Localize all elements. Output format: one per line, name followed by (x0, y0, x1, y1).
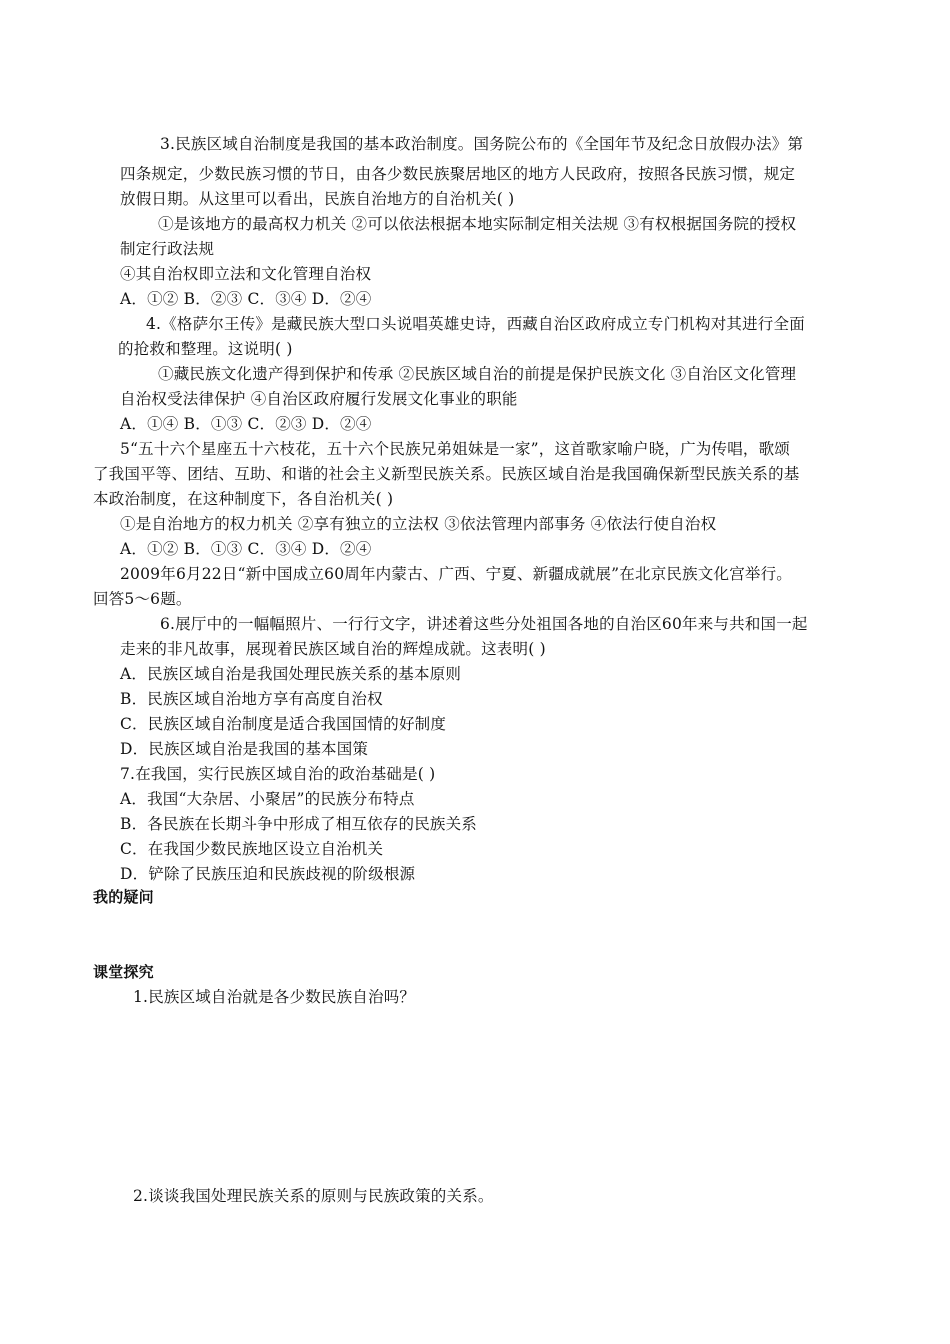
context-line-2: 回答5～6题。 (93, 590, 192, 608)
q3-stem-line-3: 放假日期。从这里可以看出，民族自治地方的自治机关( ) (120, 190, 515, 208)
context-line-1: 2009年6月22日“新中国成立60周年内蒙古、广西、宁夏、新疆成就展”在北京民族文化宫举行。 (120, 565, 793, 583)
q4-items-line-2: 自治权受法律保护 ④自治区政府履行发展文化事业的职能 (120, 390, 518, 408)
q3-options: A．①② B．②③ C．③④ D．②④ (120, 290, 372, 308)
section-heading-explore: 课堂探究 (93, 963, 154, 981)
q6-stem-line-2: 走来的非凡故事，展现着民族区域自治的辉煌成就。这表明( ) (120, 640, 546, 658)
explore-question-2: 2.谈谈我国处理民族关系的原则与民族政策的关系。 (133, 1187, 494, 1205)
q6-option-a: A．民族区域自治是我国处理民族关系的基本原则 (120, 665, 462, 683)
q4-stem-line-1: 4.《格萨尔王传》是藏民族大型口头说唱英雄史诗，西藏自治区政府成立专门机构对其进行全面 (146, 315, 805, 333)
q3-stem-line-1: 3.民族区域自治制度是我国的基本政治制度。国务院公布的《全国年节及纪念日放假办法》第 (160, 135, 804, 153)
q6-stem-line-1: 6.展厅中的一幅幅照片、一行行文字，讲述着这些分处祖国各地的自治区60年来与共和国一起 (160, 615, 808, 633)
q6-option-c: C．民族区域自治制度是适合我国国情的好制度 (120, 715, 447, 733)
q5-options: A．①② B．①③ C．③④ D．②④ (120, 540, 372, 558)
q6-option-d: D．民族区域自治是我国的基本国策 (120, 740, 369, 758)
q6-option-b: B．民族区域自治地方享有高度自治权 (120, 690, 383, 708)
q5-stem-line-3: 本政治制度，在这种制度下，各自治机关( ) (93, 490, 394, 508)
q7-option-c: C．在我国少数民族地区设立自治机关 (120, 840, 384, 858)
q3-item-line-3: ④其自治权即立法和文化管理自治权 (120, 265, 372, 283)
q4-stem-line-2: 的抢救和整理。这说明( ) (118, 340, 293, 358)
section-heading-doubts: 我的疑问 (93, 888, 154, 906)
q4-options: A．①④ B．①③ C．②③ D．②④ (120, 415, 372, 433)
q4-items-line-1: ①藏民族文化遗产得到保护和传承 ②民族区域自治的前提是保护民族文化 ③自治区文化管理 (158, 365, 797, 383)
q5-stem-line-2: 了我国平等、团结、互助、和谐的社会主义新型民族关系。民族区域自治是我国确保新型民族关系的基 (93, 465, 800, 483)
q7-option-d: D．铲除了民族压迫和民族歧视的阶级根源 (120, 865, 416, 883)
q3-item-line-2: 制定行政法规 (120, 240, 215, 258)
q7-option-b: B．各民族在长期斗争中形成了相互依存的民族关系 (120, 815, 477, 833)
q3-stem-line-2: 四条规定，少数民族习惯的节日，由各少数民族聚居地区的地方人民政府，按照各民族习惯，规定 (120, 165, 796, 183)
q3-item-line-1: ①是该地方的最高权力机关 ②可以依法根据本地实际制定相关法规 ③有权根据国务院的授权 (158, 215, 797, 233)
q7-option-a: A．我国“大杂居、小聚居”的民族分布特点 (120, 790, 415, 808)
explore-question-1: 1.民族区域自治就是各少数民族自治吗？ (133, 988, 416, 1006)
q7-stem: 7.在我国，实行民族区域自治的政治基础是( ) (120, 765, 436, 783)
q5-stem-line-1: 5“五十六个星座五十六枝花，五十六个民族兄弟姐妹是一家”，这首歌家喻户晓，广为传唱，歌颂 (120, 440, 791, 458)
q5-items: ①是自治地方的权力机关 ②享有独立的立法权 ③依法管理内部事务 ④依法行使自治权 (120, 515, 717, 533)
